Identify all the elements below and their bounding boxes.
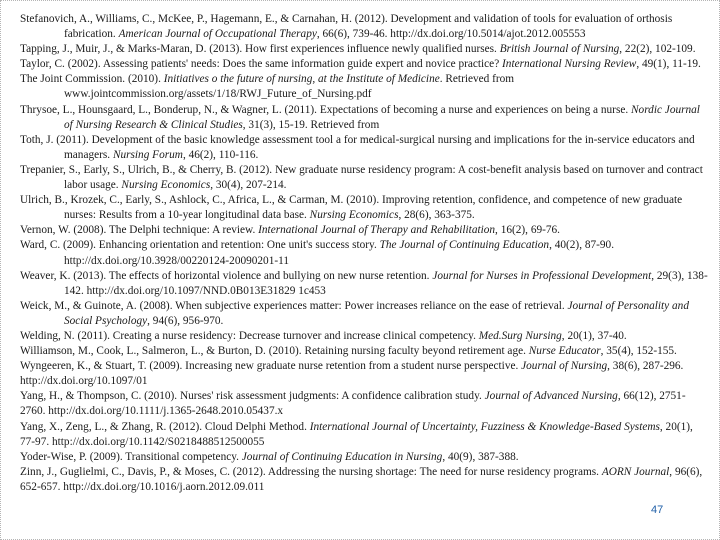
reference-entry [20,389,710,419]
reference-text: , 22(2), 102-109. [619,43,696,56]
reference-entry [20,193,710,223]
page-number: 47 [651,504,664,516]
reference-text: , 94(6), 956-970. [147,314,224,327]
reference-source-title: Journal for Nurses in Professional Development [432,269,652,282]
reference-entry [20,223,710,238]
reference-text: Tapping, J., Muir, J., & Marks-Maran, D. (2013). How first experiences influence newly qualified nurses. [20,43,500,56]
reference-entry [20,299,710,329]
reference-source-title: The Journal of Continuing Education [379,239,550,252]
reference-text: , 31(3), 15-19. Retrieved from [242,118,380,131]
reference-text: , 66(12), 2751-2760. http://dx.doi.org/10.1111/j.1365-2648.2010.05437.x [20,390,686,418]
reference-source-title: Journal of Nursing [521,360,608,373]
reference-entry [20,344,710,359]
reference-text: Stefanovich, A., Williams, C., McKee, P., Hagemann, E., & Carnahan, H. (2012). Development and validation of tools for evaluation of orthosis fabrication. [20,13,673,41]
reference-text: The Joint Commission. (2010). [20,73,164,86]
reference-text: , 40(2), 87-90. http://dx.doi.org/10.3928/00220124-20090201-11 [64,239,615,267]
reference-source-title: Nordic Journal of Nursing Research & Clinical Studies [64,103,700,131]
reference-entry [20,329,710,344]
reference-text: Williamson, M., Cook, L., Salmeron, L., & Burton, D. (2010). Retaining nursing faculty beyond retirement age. [20,345,529,358]
reference-entry [20,103,710,133]
reference-text: Toth, J. (2011). Development of the basic knowledge assessment tool a for medical-surgical nursing and implications for the in-service educators and managers. [20,133,695,161]
reference-entry [20,133,710,163]
reference-text: Yoder-Wise, P. (2009). Transitional competency. [20,450,242,463]
reference-entry [20,57,710,72]
reference-source-title: Nursing Economics [121,179,211,192]
reference-text: Weick, M., & Guinote, A. (2008). When subjective experiences matter: Power increases reliance on the ease of retrieval. [20,299,568,312]
reference-text: Trepanier, S., Early, S., Ulrich, B., & Cherry, B. (2012). New graduate nurse residency program: A cost-benefit analysis based on turnover and contract labor usage. [20,163,703,192]
reference-text: Wyngeeren, K., & Stuart, T. (2009). Increasing new graduate nurse retention from a student nurse perspective. [20,360,522,373]
reference-source-title: Nurse Educator [528,345,601,358]
reference-text: , 29(3), 138-142. http://dx.doi.org/10.1097/NND.0B013E31829 1c453 [64,269,708,297]
reference-list [20,12,710,495]
reference-source-title: Initiatives o the future of nursing, at the Institute of Medicine [163,73,440,86]
reference-text: Yang, H., & Thompson, C. (2010). Nurses' risk assessment judgments: A confidence calibration study. [20,390,485,403]
reference-source-title: Journal of Advanced Nursing [484,390,618,403]
reference-entry [20,238,710,268]
reference-source-title: International Journal of Uncertainty, Fuzziness & Knowledge-Based Systems [309,420,660,433]
reference-source-title: Nursing Forum [112,148,183,161]
reference-entry [20,450,710,465]
reference-text: Zinn, J., Guglielmi, C., Davis, P., & Moses, C. (2012). Addressing the nursing shortage: The need for nurse residency programs. [20,465,602,478]
reference-source-title: Journal of Continuing Education in Nursing [241,450,443,463]
reference-source-title: Nursing Economics [309,209,399,222]
reference-text: Taylor, C. (2002). Assessing patients' needs: Does the same information guide expert and novice practice? [20,58,503,71]
reference-text: , 66(6), 739-46. http://dx.doi.org/10.5014/ajot.2012.005553 [316,28,586,41]
reference-source-title: AORN Journal [601,465,670,478]
reference-text: , 28(6), 363-375. [398,209,475,222]
reference-text: Ward, C. (2009). Enhancing orientation and retention: One unit's success story. [20,239,380,252]
reference-text: , 38(6), 287-296. http://dx.doi.org/10.1097/01 [20,360,684,388]
reference-source-title: American Journal of Occupational Therapy [118,28,317,41]
reference-text: Ulrich, B., Krozek, C., Early, S., Ashlock, C., Africa, L., & Carman, M. (2010). Improving retention, confidence, and competence of new graduate nurses: Results from a 10-year longitudinal data base. [20,194,683,222]
reference-text: Weaver, K. (2013). The effects of horizontal violence and bullying on new nurse retention. [20,269,433,282]
reference-text: Thrysoe, L., Hounsgaard, L., Bonderup, N., & Wagner, L. (2011). Expectations of becoming a nurse and experiences on being a nurse. [20,103,632,116]
reference-text: , 46(2), 110-116. [182,148,259,161]
reference-text: , 40(9), 387-388. [442,450,519,463]
reference-text: , 30(4), 207-214. [210,179,287,192]
reference-entry [20,465,710,495]
reference-entry [20,420,710,450]
reference-source-title: International Journal of Therapy and Rehabilitation [258,224,496,237]
reference-source-title: Journal of Personality and Social Psychology [64,299,689,327]
reference-text: Yang, X., Zeng, L., & Zhang, R. (2012). Cloud Delphi Method. [20,420,310,433]
reference-entry [20,269,710,299]
reference-entry [20,12,710,42]
reference-entry [20,359,710,389]
reference-text: , 96(6), 652-657. http://dx.doi.org/10.1016/j.aorn.2012.09.011 [20,465,703,493]
reference-source-title: Med.Surg Nursing [478,329,562,342]
reference-entry [20,42,710,57]
reference-entry [20,163,710,193]
reference-text: , 35(4), 152-155. [600,345,677,358]
reference-text: , 20(1), 37-40. [561,329,627,342]
reference-entry [20,72,710,102]
reference-text: , 16(2), 69-76. [495,224,560,237]
reference-text: Welding, N. (2011). Creating a nurse residency: Decrease turnover and increase clinical competency. [20,329,479,342]
reference-source-title: International Nursing Review [502,58,637,71]
reference-text: , 49(1), 11-19. [636,58,701,71]
reference-text: . Retrieved from www.jointcommission.org/assets/1/18/RWJ_Future_of_Nursing.pdf [64,73,515,101]
reference-text: Vernon, W. (2008). The Delphi technique: A review. [20,224,259,237]
reference-source-title: British Journal of Nursing [499,43,620,56]
reference-text: , 20(1), 77-97. http://dx.doi.org/10.1142/S0218488512500055 [20,420,693,448]
